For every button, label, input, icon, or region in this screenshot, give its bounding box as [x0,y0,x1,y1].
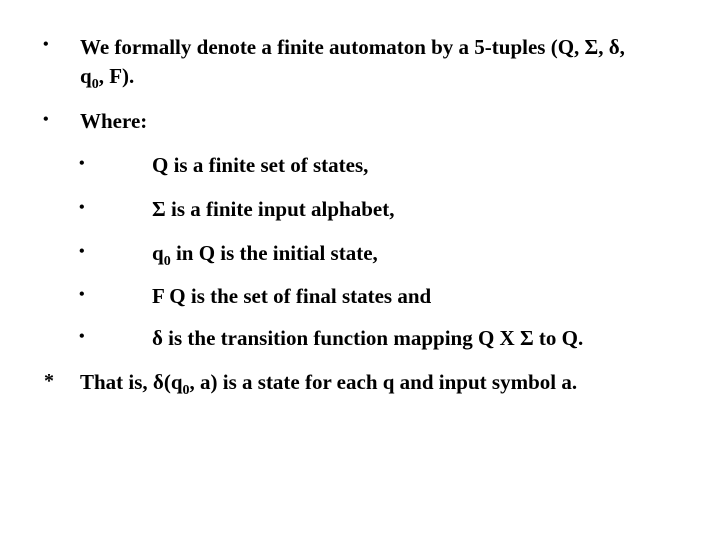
subitem-transition-function: δ is the transition function mapping Q X Σ to Q. [152,326,584,350]
sub-bullet-marker: • [79,328,85,345]
subitem-initial-state-rest: in Q is the initial state, [170,241,378,265]
subitem-initial-state [152,241,378,269]
sub-bullet-marker: • [79,155,85,172]
definition-line-1: We formally denote a finite automaton by a 5-tuples (Q, Σ, δ, [80,35,625,59]
state-q: q [152,241,164,265]
subscript-zero: 0 [163,254,171,269]
definition-line-2-rest: , F). [98,64,135,88]
subscript-zero: 0 [182,383,190,398]
subitem-states: Q is a finite set of states, [152,153,369,177]
sub-bullet-marker: • [79,199,85,216]
where-heading: Where: [80,109,148,133]
footnote-text [80,370,578,398]
subitem-final-states: F Q is the set of final states and [152,284,432,308]
definition-line-2 [80,64,135,92]
sub-bullet-marker: • [79,286,85,303]
state-q: q [80,64,92,88]
asterisk-marker: * [44,370,54,392]
bullet-marker: • [43,111,49,128]
footnote-pre: That is, δ(q [80,370,183,394]
subscript-zero: 0 [91,77,99,92]
sub-bullet-marker: • [79,243,85,260]
subitem-alphabet: Σ is a finite input alphabet, [152,197,395,221]
footnote-post: , a) is a state for each q and input symbol a. [189,370,578,394]
bullet-marker: • [43,36,49,53]
